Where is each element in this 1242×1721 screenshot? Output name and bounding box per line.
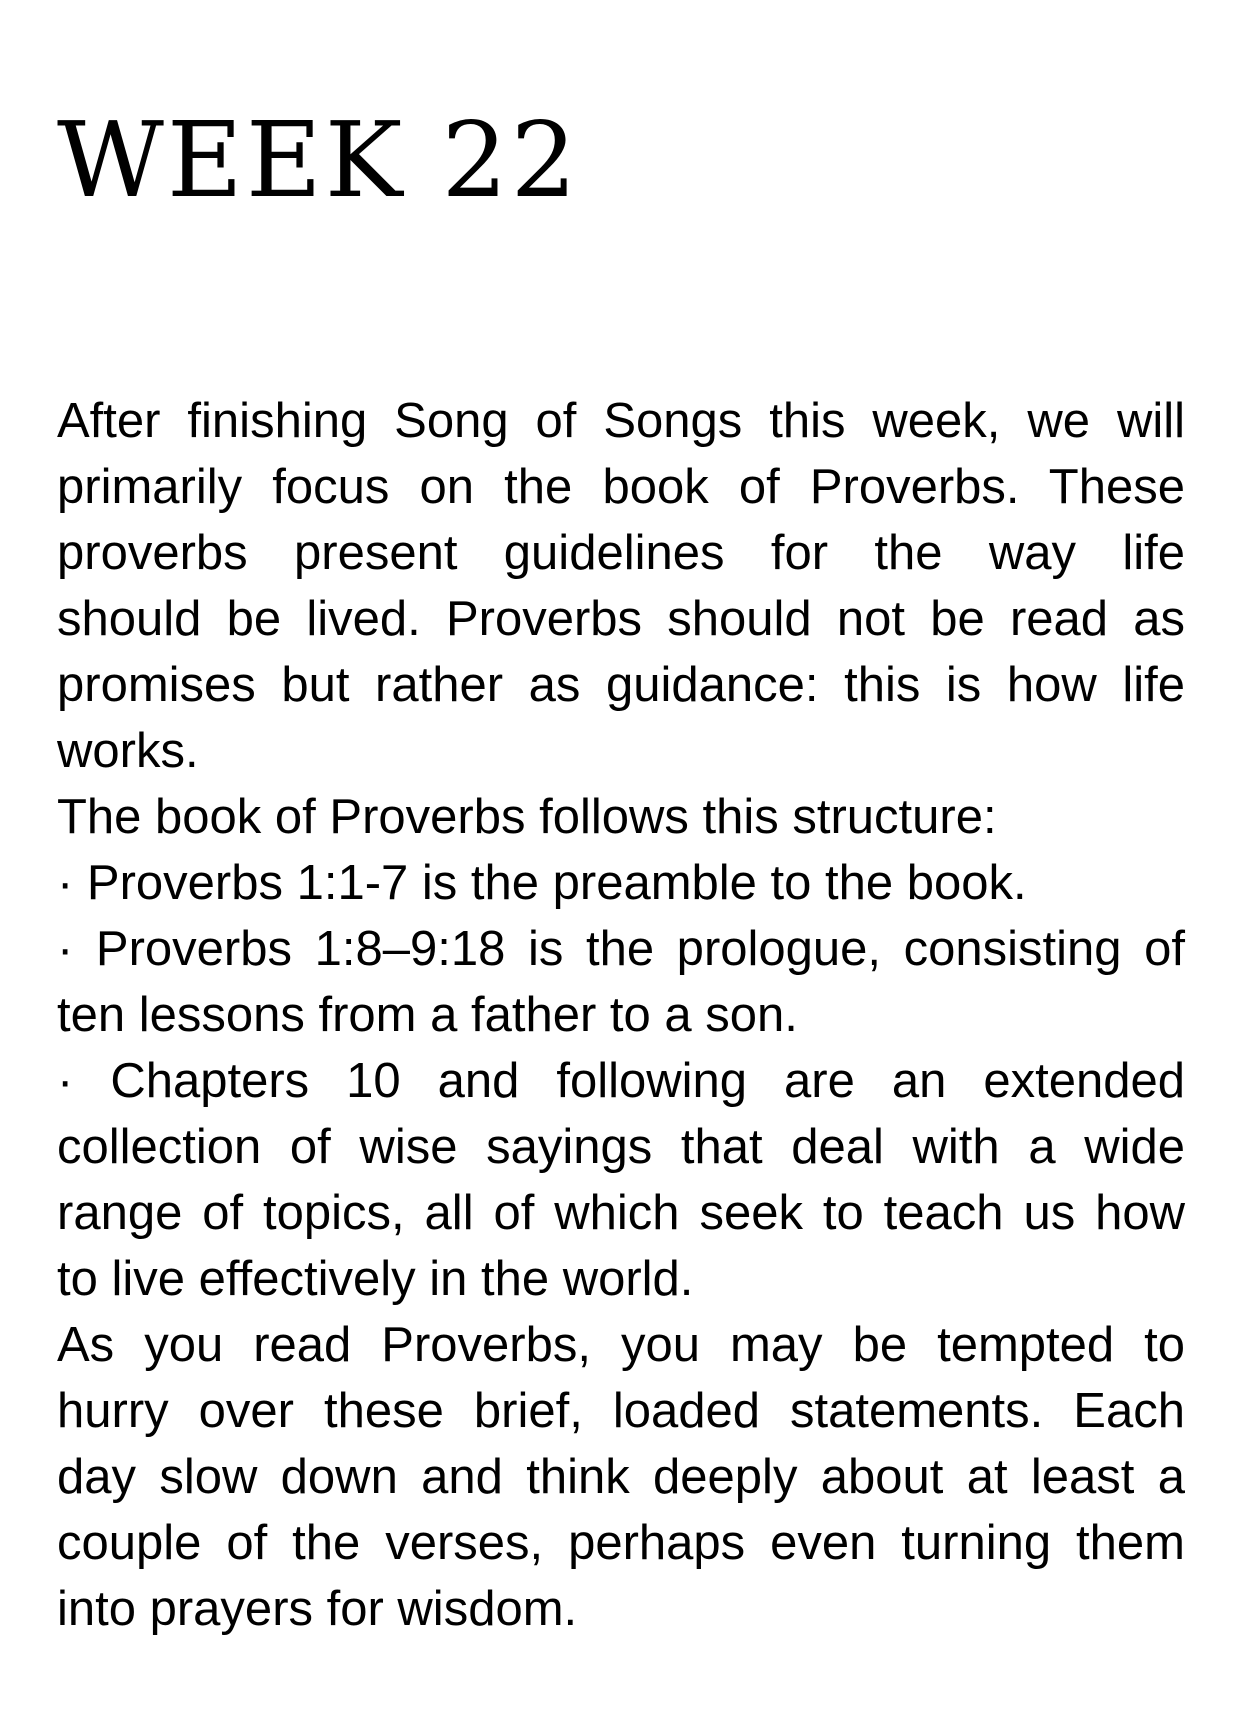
paragraph [57,1048,1185,1312]
text-line: · Proverbs 1:1-7 is the preamble to the book. [57,856,1027,910]
paragraph [57,916,1185,1048]
text-line: should be lived. Proverbs should not be read as [57,592,1185,646]
text-line: to live effectively in the world. [57,1252,694,1306]
paragraph [57,850,1185,916]
page-title: WEEK 22 [57,99,580,221]
text-line: primarily focus on the book of Proverbs. These [57,460,1185,514]
text-line: day slow down and think deeply about at least a [57,1450,1185,1504]
text-line: After finishing Song of Songs this week, we will [57,394,1185,448]
text-line: collection of wise sayings that deal with a wide [57,1120,1185,1174]
text-line: couple of the verses, perhaps even turning them [57,1516,1185,1570]
text-line: works. [57,724,199,778]
paragraph [57,784,1185,850]
paragraph [57,1312,1185,1642]
text-line: into prayers for wisdom. [57,1582,578,1636]
text-line: · Proverbs 1:8–9:18 is the prologue, consisting of [57,922,1185,976]
text-line: promises but rather as guidance: this is how life [57,658,1185,712]
text-line: range of topics, all of which seek to teach us how [57,1186,1185,1240]
text-line: hurry over these brief, loaded statements. Each [57,1384,1185,1438]
body-text [57,388,1185,1642]
text-line: proverbs present guidelines for the way life [57,526,1185,580]
text-line: · Chapters 10 and following are an extended [57,1054,1185,1108]
paragraph [57,388,1185,784]
text-line: As you read Proverbs, you may be tempted to [57,1318,1185,1372]
text-line: The book of Proverbs follows this structure: [57,790,997,844]
text-line: ten lessons from a father to a son. [57,988,798,1042]
